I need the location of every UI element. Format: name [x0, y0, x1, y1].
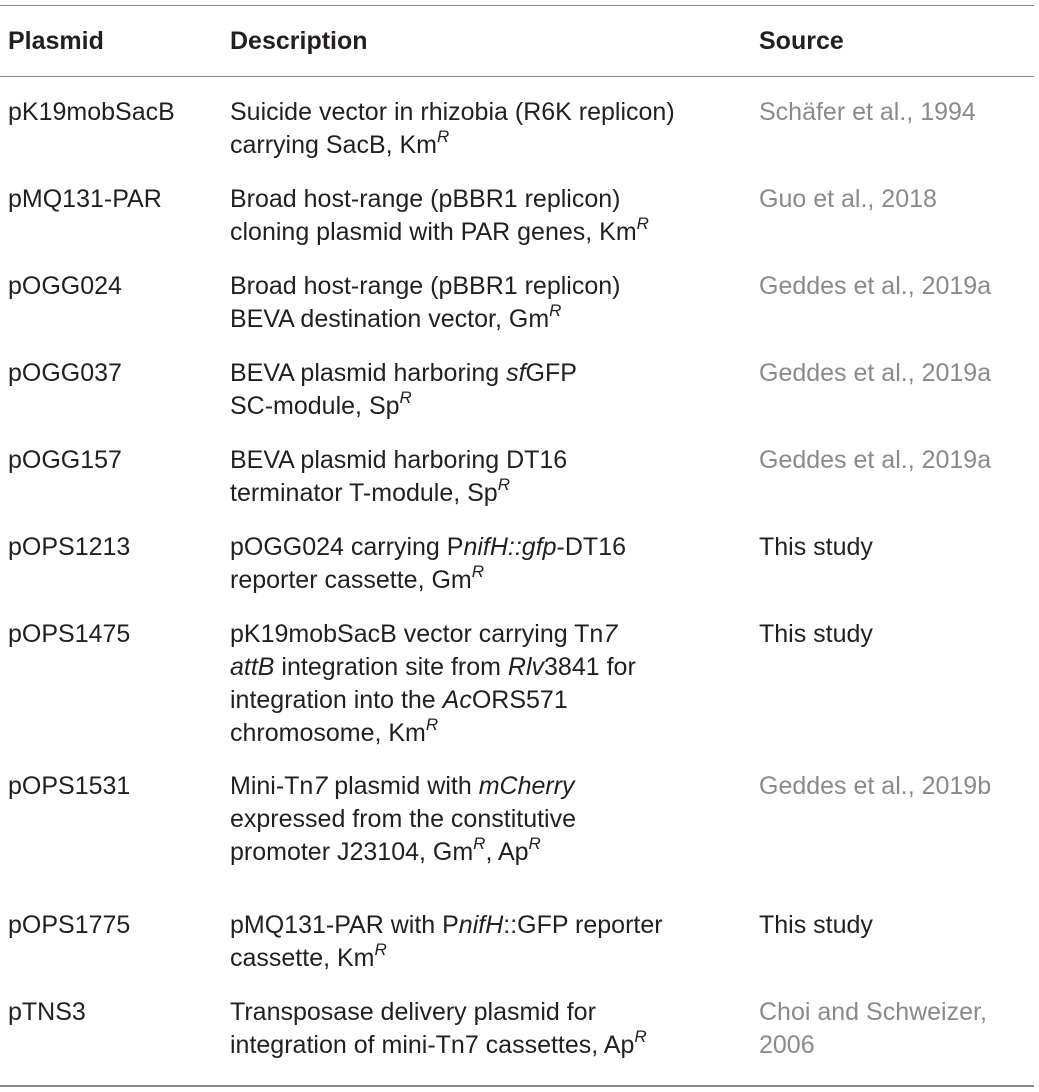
plasmid-description: [230, 909, 663, 975]
text-segment: integration into the: [230, 686, 443, 714]
source-line: Schäfer et al., 1994: [759, 98, 976, 126]
description-line: [230, 126, 675, 162]
plasmid-name: pOGG157: [8, 446, 122, 474]
plasmid-description: [230, 770, 576, 869]
text-segment: reporter cassette, Gm: [230, 566, 472, 594]
text-segment: ORS571: [471, 686, 568, 714]
text-segment: nifH: [458, 911, 504, 939]
text-segment: Broad host-range (pBBR1 replicon): [230, 185, 621, 213]
source-line: Geddes et al., 2019a: [759, 446, 992, 474]
source-line: Geddes et al., 2019a: [759, 359, 992, 387]
plasmid-name: pOGG024: [8, 272, 122, 300]
text-segment: Ac: [442, 686, 472, 714]
text-segment: 3841 for: [544, 653, 636, 681]
superscript: R: [399, 387, 412, 407]
superscript: R: [437, 126, 450, 146]
description-line: [230, 531, 626, 564]
text-segment: mCherry: [478, 772, 575, 800]
source-text: [759, 909, 873, 942]
description-line: [230, 684, 636, 717]
text-segment: pOGG024 carrying P: [230, 533, 464, 561]
source-line: Guo et al., 2018: [759, 185, 937, 213]
source-reference: [759, 996, 987, 1062]
plasmid-description: [230, 996, 647, 1062]
source-text: [759, 618, 873, 651]
superscript: R: [473, 833, 486, 853]
source-line: This study: [759, 533, 873, 561]
table-bottom-rule: [0, 1085, 1034, 1087]
description-line: [230, 96, 675, 129]
text-segment: cassette, Km: [230, 944, 375, 972]
text-segment: attB: [230, 653, 275, 681]
text-segment: terminator T-module, Sp: [230, 479, 498, 507]
description-line: [230, 770, 576, 803]
text-segment: pMQ131-PAR with P: [230, 911, 459, 939]
text-segment: 7: [313, 772, 328, 800]
description-line: [230, 618, 636, 651]
table-header-rule: [0, 76, 1034, 77]
description-line: [230, 183, 649, 216]
superscript: R: [374, 939, 387, 959]
text-segment: integration of mini-Tn7 cassettes, Ap: [230, 1031, 635, 1059]
description-line: [230, 1026, 647, 1062]
plasmid-name: pOPS1531: [8, 772, 131, 800]
plasmid-description: [230, 618, 636, 750]
description-line: [230, 444, 567, 477]
source-reference: [759, 770, 991, 803]
text-segment: BEVA destination vector, Gm: [230, 305, 550, 333]
source-line: This study: [759, 620, 873, 648]
text-segment: plasmid with: [327, 772, 479, 800]
description-line: [230, 833, 576, 869]
text-segment: integration site from: [274, 653, 508, 681]
source-line: Geddes et al., 2019a: [759, 272, 992, 300]
text-segment: pK19mobSacB vector carrying Tn: [230, 620, 604, 648]
superscript: R: [471, 561, 485, 581]
source-reference: [759, 444, 991, 477]
description-line: [230, 270, 620, 303]
header-source: Source: [759, 27, 844, 55]
plasmid-name: pOPS1475: [8, 620, 131, 648]
text-segment: -DT16: [556, 533, 627, 561]
source-line: This study: [759, 911, 873, 939]
description-line: [230, 651, 636, 684]
plasmid-name: pK19mobSacB: [8, 98, 175, 126]
plasmid-description: [230, 357, 577, 423]
text-segment: Suicide vector in rhizobia (R6K replicon): [230, 98, 675, 126]
description-line: [230, 939, 663, 975]
text-segment: GFP: [525, 359, 577, 387]
plasmid-name: pOGG037: [8, 359, 122, 387]
text-segment: nifH::gfp: [463, 533, 557, 561]
description-line: [230, 357, 577, 390]
description-line: [230, 213, 649, 249]
text-segment: promoter J23104, Gm: [230, 838, 474, 866]
source-line: 2006: [759, 1031, 815, 1059]
plasmid-description: [230, 444, 567, 510]
plasmid-description: [230, 96, 675, 162]
text-segment: Rlv: [507, 653, 545, 681]
plasmid-name: pOPS1775: [8, 911, 131, 939]
plasmid-name: pMQ131-PAR: [8, 185, 162, 213]
source-reference: [759, 183, 937, 216]
text-segment: Transposase delivery plasmid for: [230, 998, 596, 1026]
description-line: [230, 561, 626, 597]
text-segment: BEVA plasmid harboring DT16: [230, 446, 568, 474]
text-segment: expressed from the constitutive: [230, 805, 576, 833]
superscript: R: [425, 714, 439, 734]
plasmid-description: [230, 531, 626, 597]
description-line: [230, 996, 647, 1029]
plasmid-description: [230, 183, 649, 249]
plasmid-name: pTNS3: [8, 998, 86, 1026]
description-line: [230, 300, 620, 336]
superscript: R: [497, 474, 510, 494]
description-line: [230, 909, 663, 942]
source-line: Geddes et al., 2019b: [759, 772, 992, 800]
description-line: [230, 803, 576, 836]
source-reference: [759, 357, 991, 390]
source-text: [759, 531, 873, 564]
source-reference: [759, 96, 976, 129]
text-segment: 7: [603, 620, 618, 648]
description-line: [230, 714, 636, 750]
plasmid-description: [230, 270, 620, 336]
text-segment: BEVA plasmid harboring: [230, 359, 507, 387]
text-segment: , Ap: [485, 838, 529, 866]
text-segment: sf: [506, 359, 526, 387]
plasmid-name: pOPS1213: [8, 533, 131, 561]
description-line: [230, 474, 567, 510]
header-plasmid: Plasmid: [8, 27, 104, 55]
superscript: R: [528, 833, 541, 853]
superscript: R: [549, 300, 562, 320]
header-description: Description: [230, 27, 368, 55]
text-segment: Broad host-range (pBBR1 replicon): [230, 272, 621, 300]
text-segment: cloning plasmid with PAR genes, Km: [230, 218, 637, 246]
superscript: R: [636, 213, 649, 233]
source-reference: [759, 270, 991, 303]
superscript: R: [634, 1026, 647, 1046]
text-segment: carrying SacB, Km: [230, 131, 438, 159]
text-segment: chromosome, Km: [230, 719, 426, 747]
text-segment: Mini-Tn: [230, 772, 314, 800]
text-segment: ::GFP reporter: [503, 911, 663, 939]
description-line: [230, 387, 577, 423]
text-segment: SC-module, Sp: [230, 392, 400, 420]
table-top-rule: [0, 5, 1034, 6]
source-line: Choi and Schweizer,: [759, 998, 987, 1026]
